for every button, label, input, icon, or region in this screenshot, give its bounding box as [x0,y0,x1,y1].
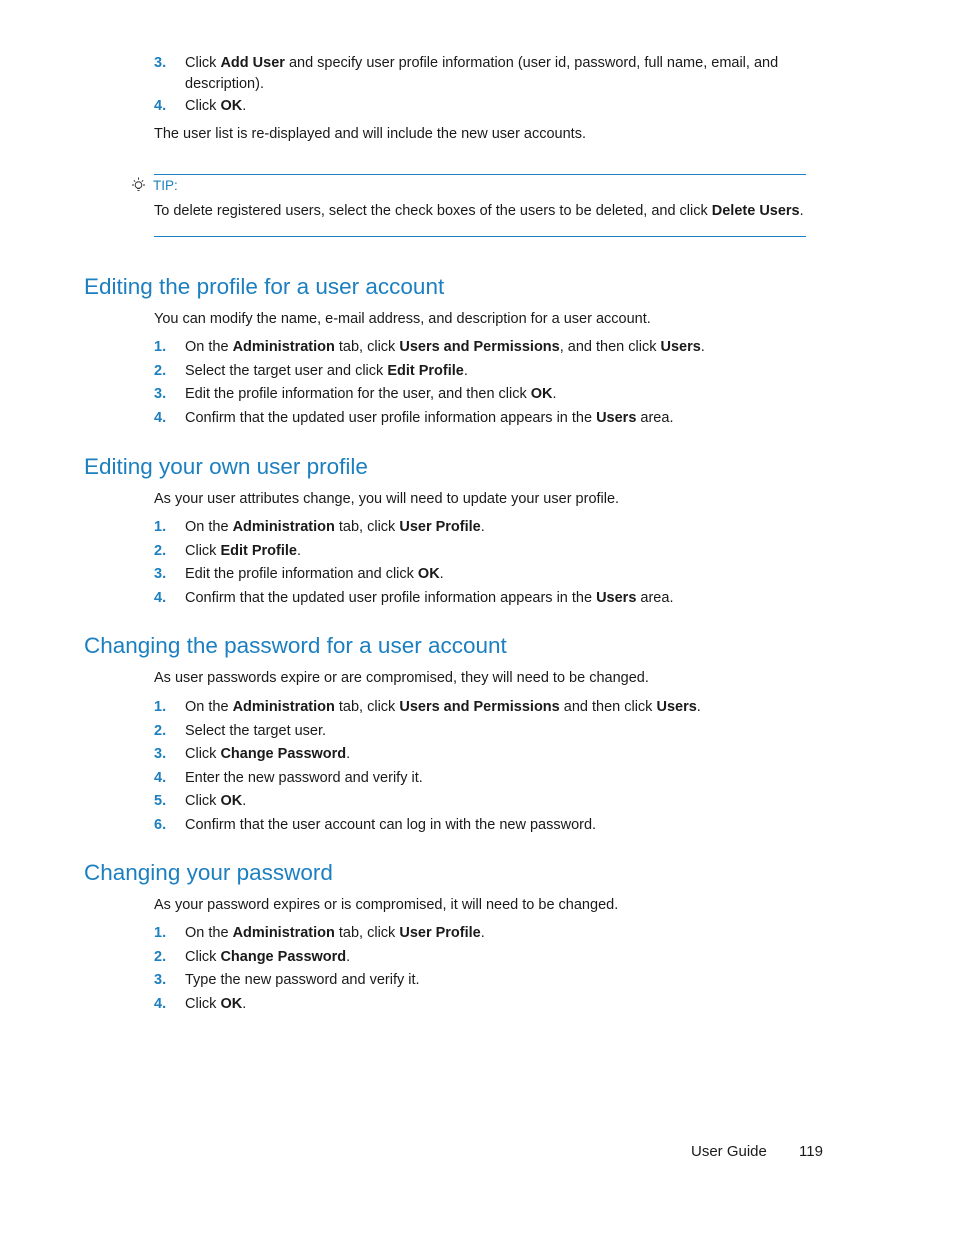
step-number: 3. [154,55,167,71]
ui-term: Delete Users [711,203,800,219]
ui-term: OK [417,566,440,582]
step-number: 1. [154,699,167,715]
step-text: Click Change Password. [185,746,351,762]
ui-term: Change Password [220,746,347,762]
ui-term: Edit Profile [220,542,297,559]
tip-label [130,177,178,194]
step-text: Click Add User and specify user profile information (user id, password, full name, email, and description). [185,55,779,92]
section-steps [154,697,806,836]
section-intro: As user passwords expire or are compromised, they will need to be changed. [154,670,649,686]
step-number: 1. [154,925,167,941]
ui-term: Users and Permissions [399,339,560,355]
step-text: Click Change Password. [185,948,351,965]
step-text: Confirm that the updated user profile information appears in the Users area. [185,589,674,606]
section-heading: Editing the profile for a user account [84,274,445,299]
step-text: Enter the new password and verify it. [185,769,423,786]
list-item [154,588,806,609]
step-number: 5. [154,793,167,809]
step-text: On the Administration tab, click Users and Permissions, and then click Users. [185,339,705,355]
step-text: Select the target user. [185,722,327,739]
section-steps [154,337,806,429]
step-number: 1. [154,519,167,535]
list-item [154,337,806,358]
step-text: Click OK. [185,793,247,809]
step-number: 4. [154,409,167,426]
step-text: Click OK. [185,995,247,1012]
step-number: 4. [154,98,167,114]
step-number: 6. [154,816,167,833]
tip-label-text: TIP: [153,178,178,193]
step-number: 4. [154,589,167,606]
step-text: On the Administration tab, click User Profile. [185,519,485,535]
step-number: 3. [154,972,167,988]
section-heading: Editing your own user profile [84,454,368,479]
section-heading: Changing your password [84,860,333,885]
intro-steps [154,53,806,117]
list-item [154,744,806,765]
ui-term: Administration [232,925,335,941]
step-text: Select the target user and click Edit Profile. [185,362,468,379]
section-steps [154,923,806,1015]
ui-term: Administration [232,519,335,535]
ui-term: Administration [232,339,335,355]
section-intro: As your password expires or is compromised, it will need to be changed. [154,897,619,913]
ui-term: OK [220,98,243,114]
step-number: 2. [154,362,167,379]
list-item [154,53,806,95]
list-item [154,361,806,382]
step-text: On the Administration tab, click Users and Permissions and then click Users. [185,699,701,715]
step-number: 2. [154,948,167,965]
footer-label: User Guide [691,1143,767,1160]
lightbulb-icon [130,177,147,194]
step-text: Confirm that the updated user profile information appears in the Users area. [185,409,674,426]
step-text: Edit the profile information and click OK. [185,566,444,582]
section-steps [154,517,806,609]
list-item [154,721,806,742]
tip-top-rule [154,174,806,175]
ui-term: Change Password [220,948,347,965]
ui-term: User Profile [399,519,481,535]
intro-result: The user list is re-displayed and will include the new user accounts. [154,126,586,142]
step-number: 1. [154,339,167,355]
step-number: 3. [154,566,167,582]
section-intro: As your user attributes change, you will need to update your user profile. [154,491,620,507]
list-item [154,923,806,944]
ui-term: OK [220,995,243,1012]
section-intro: You can modify the name, e-mail address, and description for a user account. [154,311,651,327]
list-item [154,96,806,117]
list-item [154,791,806,812]
step-number: 3. [154,746,167,762]
list-item [154,384,806,405]
ui-term: Add User [220,55,285,71]
step-text: Confirm that the user account can log in with the new password. [185,816,597,833]
step-text: Edit the profile information for the user, and then click OK. [185,386,557,402]
list-item [154,697,806,718]
list-item [154,517,806,538]
ui-term: Users [656,699,697,715]
ui-term: User Profile [399,925,481,941]
step-number: 4. [154,995,167,1012]
step-text: Click OK. [185,98,247,114]
page-number: 119 [799,1143,823,1160]
list-item [154,815,806,836]
ui-term: Users [596,589,637,606]
list-item [154,768,806,789]
ui-term: Administration [232,699,335,715]
step-number: 2. [154,722,167,739]
list-item [154,541,806,562]
ui-term: Edit Profile [387,362,464,379]
list-item [154,994,806,1015]
tip-bottom-rule [154,236,806,237]
ui-term: OK [530,386,553,402]
step-number: 4. [154,769,167,786]
step-text: On the Administration tab, click User Profile. [185,925,485,941]
step-number: 2. [154,542,167,559]
ui-term: OK [220,793,243,809]
tip-text: To delete registered users, select the check boxes of the users to be deleted, and click Delete Users. [154,203,804,219]
ui-term: Users [660,339,701,355]
list-item [154,947,806,968]
ui-term: Users [596,409,637,426]
list-item [154,408,806,429]
section-heading: Changing the password for a user account [84,633,507,658]
step-text: Type the new password and verify it. [185,972,420,988]
list-item [154,970,806,991]
list-item [154,564,806,585]
step-number: 3. [154,386,167,402]
ui-term: Users and Permissions [399,699,560,715]
step-text: Click Edit Profile. [185,542,302,559]
